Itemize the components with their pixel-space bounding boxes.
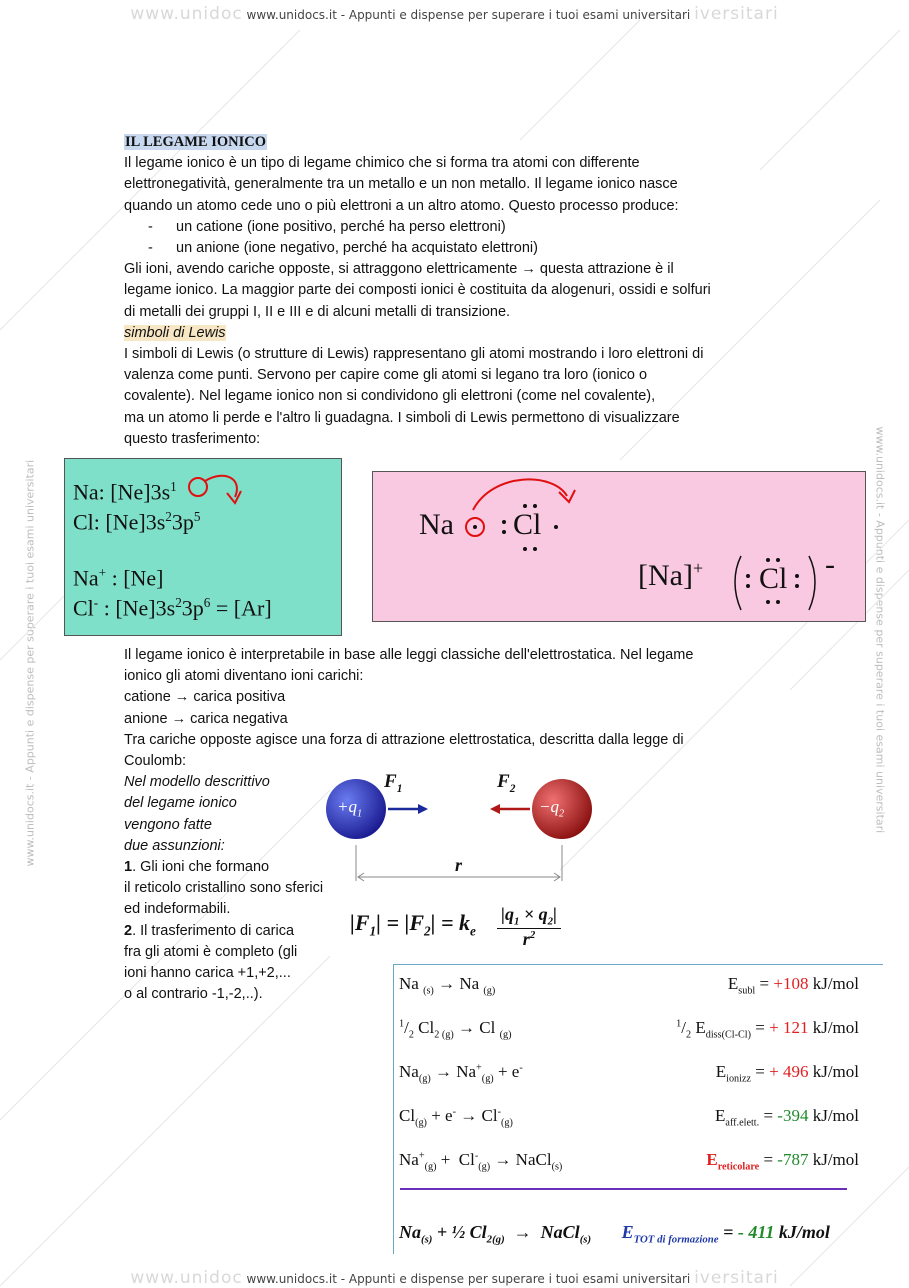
total-divider <box>400 1188 847 1190</box>
intro-line: Il legame ionico è un tipo di legame chimico che si forma tra atomi con differente <box>124 155 640 172</box>
f2-label: $F_2$ <box>497 771 516 795</box>
intro-line: legame ionico. La maggior parte dei composti ionici è costituita da alogenuri, ossidi e solfuri <box>124 282 711 299</box>
intro-line: quando un atomo cede uno o più elettroni a un altro atomo. Questo processo produce: <box>124 197 679 214</box>
lewis-line: I simboli di Lewis (o strutture di Lewis) rappresentano gli atomi mostrando i loro elettroni di <box>124 346 704 363</box>
thermo-row: $Na^+_{(g)} + Cl^-_{(g)}$ → NaCl$_{(s)}$ $E_{reticolare} = -787$ kJ/mol <box>399 1150 859 1173</box>
total-formation-energy: $Na_{(s)}$ + ½ $Cl_{2(g)}$ → NaCl$_{(s)}$ $E_{TOT di formazione}$ = - 411 kJ/mol <box>399 1222 830 1246</box>
electron-config-box <box>64 458 342 636</box>
assumption-intro: Nel modello descrittivo <box>124 774 270 791</box>
assumption-2-line: fra gli atomi è completo (gli <box>124 943 298 960</box>
na-ion-symbol: [Na]+ <box>638 558 704 592</box>
body-line: catione → carica positiva <box>124 689 286 706</box>
bullet-item: - un catione (ione positivo, perché ha perso elettroni) <box>148 218 506 235</box>
ghost-text-left: www.unidoc <box>130 4 243 24</box>
intro-line: Gli ioni, avendo cariche opposte, si attraggono elettricamente → questa attrazione è il <box>124 261 674 278</box>
assumption-2-line: ioni hanno carica +1,+2,... <box>124 965 291 982</box>
assumption-1-line: ed indeformabili. <box>124 901 231 918</box>
bullet-item: - un anione (ione negativo, perché ha acquistato elettroni) <box>148 240 538 257</box>
lewis-line: covalente). Nel legame ionico non si condividono gli elettroni (come nel covalente), <box>124 388 656 405</box>
lewis-structure-box <box>372 471 866 622</box>
thermo-row: Na $_{(s)}$ → Na $_{(g)}$ $E_{subl} = +108$ kJ/mol <box>399 974 859 997</box>
assumption-1: 1. Gli ioni che formano <box>124 859 270 876</box>
distance-label: r <box>455 855 463 875</box>
cl-config: Cl: $[Ne]3s^23p^5$ <box>73 509 201 535</box>
body-line: Il legame ionico è interpretabile in base alle leggi classiche dell'elettrostatica. Nel legame <box>124 647 694 663</box>
header-watermark-text: www.unidocs.it - Appunti e dispense per superare i tuoi esami universitari <box>246 8 691 22</box>
assumption-intro: vengono fatte <box>124 816 212 833</box>
minus-charge: - <box>825 548 835 581</box>
body-line: Tra cariche opposte agisce una forza di attrazione elettrostatica, descritta dalla legge di <box>124 731 684 748</box>
footer-watermark-text: www.unidocs.it - Appunti e dispense per superare i tuoi esami universitari <box>246 1272 691 1286</box>
side-watermark-left: www.unidocs.it - Appunti e dispense per superare i tuoi esami universitari <box>23 459 37 867</box>
born-haber-table <box>393 964 893 1254</box>
lewis-line: questo trasferimento: <box>124 430 261 447</box>
assumption-intro: due assunzioni: <box>124 837 225 854</box>
body-line: anione → carica negativa <box>124 710 288 727</box>
ghost-text-right: iversitari <box>694 1268 779 1288</box>
thermo-row: $^1/_2$ $Cl_{2 (g)} \to Cl$ $_{(g)}$ $^1/_2$ $E_{diss(Cl-Cl)}$ = + 121 kJ/mol <box>399 1018 859 1041</box>
ghost-text-right: iversitari <box>694 4 779 24</box>
lewis-subtitle: simboli di Lewis <box>124 324 226 341</box>
cl-ion-config: Cl- : $[Ne]3s^23p^6 = [Ar]$ <box>73 595 272 621</box>
assumption-intro: del legame ionico <box>124 795 237 812</box>
thermo-row: $Na_{(g)} \to Na^+_{(g)} + e^-$ $E_{ionizz}$ = + 496 kJ/mol <box>399 1062 859 1085</box>
f1-label: $F_1$ <box>384 771 403 795</box>
na-config: Na: $[Ne]3s^1$ <box>73 479 177 505</box>
coulomb-fraction: $|q_1 \times q_2|$ $r^2$ <box>497 904 561 950</box>
assumption-1-line: il reticolo cristallino sono sferici <box>124 880 324 897</box>
na-symbol: Na <box>419 508 454 541</box>
thermo-row: $Cl_{(g)} + e^- \to Cl^-_{(g)}$ $E_{aff.elett.} = -394$ kJ/mol <box>399 1106 859 1129</box>
assumption-2: 2. Il trasferimento di carica <box>124 922 295 939</box>
coulomb-formula: $|F_1| = |F_2| = k_e$ <box>350 910 476 939</box>
na-ion-config: Na+ : [Ne] <box>73 565 164 591</box>
assumption-2-line: o al contrario -1,-2,..). <box>124 986 263 1003</box>
ghost-text-left: www.unidoc <box>130 1268 243 1288</box>
cl-symbol: Cl <box>513 508 542 541</box>
lewis-dots-and-arrows <box>373 472 867 623</box>
body-line: Coulomb: <box>124 753 187 770</box>
section-title: IL LEGAME IONICO <box>125 134 266 150</box>
intro-line: elettronegatività, generalmente tra un metallo e un non metallo. Il legame ionico nasce <box>124 176 678 193</box>
cl-ion-symbol: Cl <box>759 562 788 595</box>
lewis-line: ma un atomo li perde e l'altro li guadagna. I simboli di Lewis permettono di visualizzare <box>124 409 680 426</box>
q2-label: $-q_2$ <box>539 797 565 820</box>
side-watermark-right: www.unidocs.it - Appunti e dispense per superare i tuoi esami universitari <box>873 426 887 834</box>
body-line: ionico gli atomi diventano ioni carichi: <box>124 668 364 685</box>
lewis-line: valenza come punti. Servono per capire come gli atomi si legano tra loro (ionico o <box>124 367 648 384</box>
electron-transfer-arrow-icon <box>185 469 245 519</box>
q1-label: $+q_1$ <box>337 797 363 820</box>
intro-section <box>124 132 804 450</box>
intro-line: di metalli dei gruppi I, II e III e di alcuni metalli di transizione. <box>124 303 511 320</box>
